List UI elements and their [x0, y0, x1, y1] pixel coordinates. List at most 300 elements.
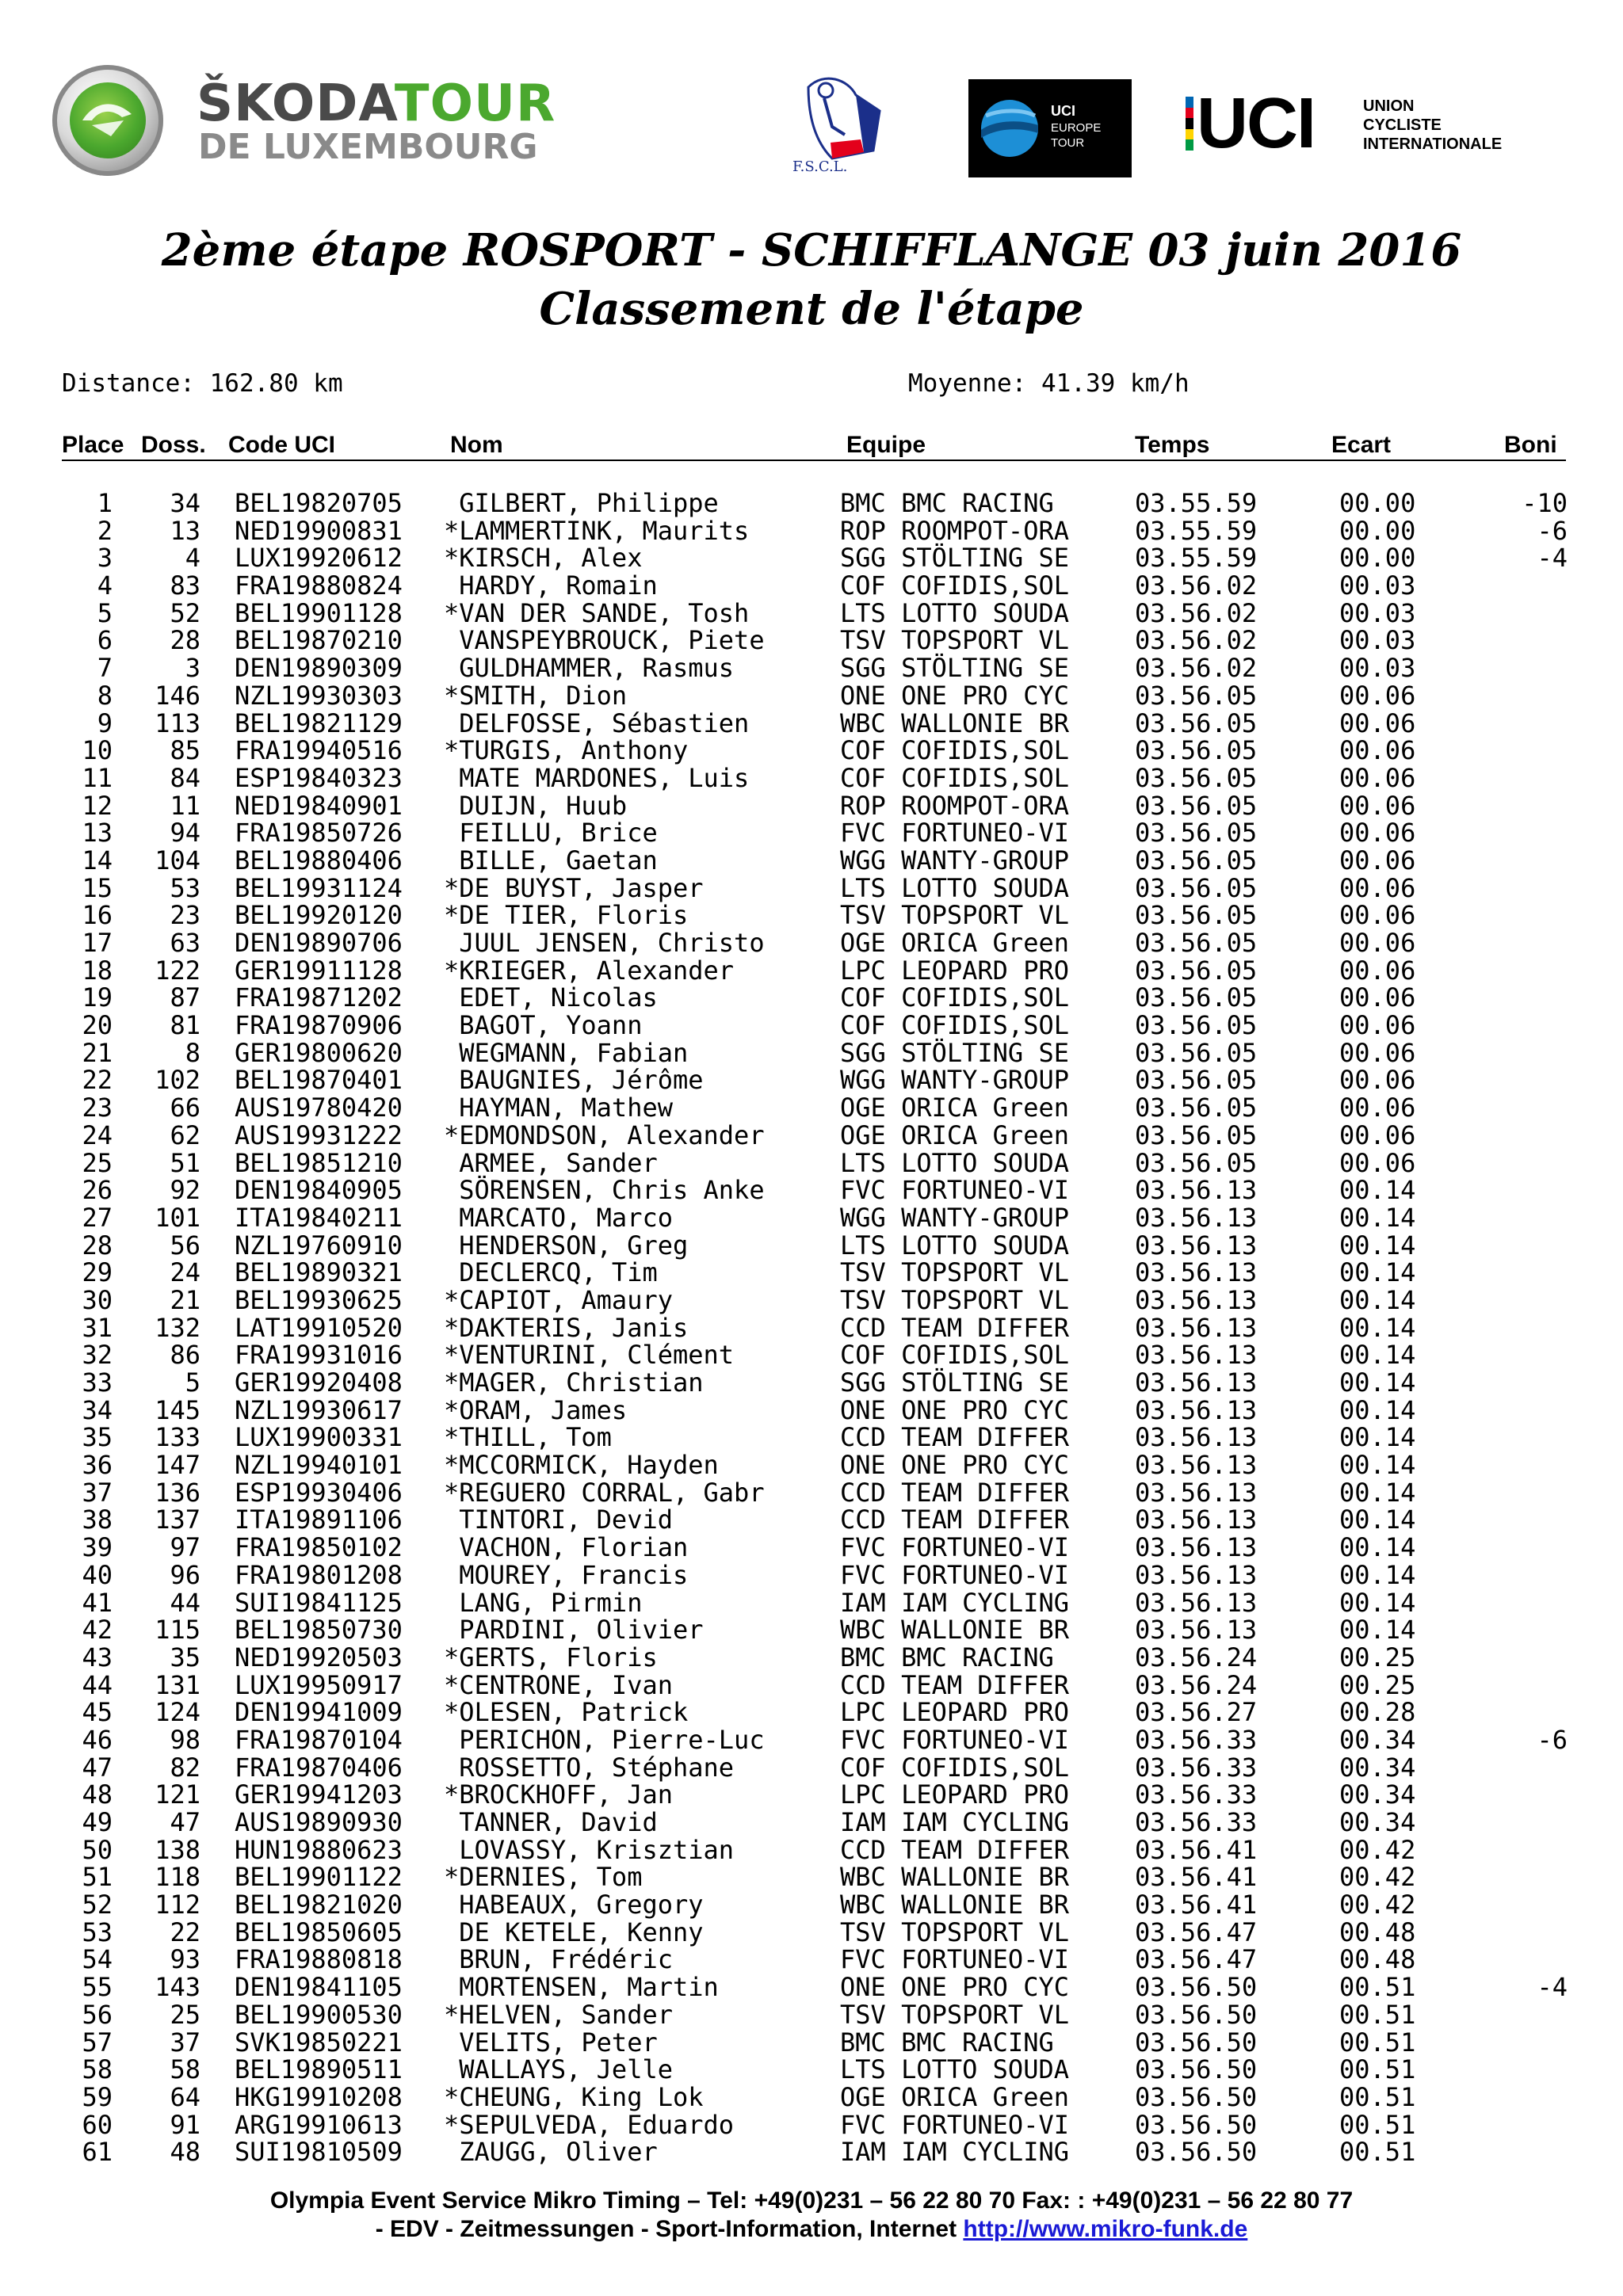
cell-time: 03.56.13: [1135, 1202, 1258, 1233]
cell-rider-name: HARDY, Romain: [444, 570, 658, 601]
cell-doss: 132: [155, 1312, 200, 1343]
cell-doss: 143: [155, 1972, 200, 2003]
table-row: [0, 984, 1623, 1012]
cell-team: OGE ORICA Green: [840, 928, 1069, 958]
cell-rider-name: SÖRENSEN, Chris Anke: [444, 1175, 765, 1206]
cell-place: 11: [82, 762, 113, 793]
cell-time: 03.56.13: [1135, 1175, 1258, 1206]
uci-europe-text-europe: [1051, 120, 1101, 151]
cell-team: COF COFIDIS,SOL: [840, 982, 1069, 1013]
cell-doss: 21: [170, 1284, 200, 1315]
cell-team: WBC WALLONIE BR: [840, 707, 1069, 738]
table-row: [0, 2111, 1623, 2139]
table-row: [0, 1232, 1623, 1260]
cell-uci-code: BEL19870401: [235, 1065, 403, 1096]
cell-time: 03.56.33: [1135, 1807, 1258, 1837]
cell-uci-code: NZL19930303: [235, 680, 403, 711]
table-row: [0, 1259, 1623, 1287]
table-row: [0, 544, 1623, 572]
cell-uci-code: SUI19810509: [235, 2137, 403, 2168]
cell-place: 35: [82, 1422, 113, 1453]
cell-place: 52: [82, 1890, 113, 1920]
cell-uci-code: AUS19890930: [235, 1807, 403, 1837]
cell-gap: 00.51: [1339, 1999, 1416, 2030]
cell-uci-code: GER19920408: [235, 1367, 403, 1398]
cell-doss: 97: [170, 1532, 200, 1563]
cell-place: 59: [82, 2081, 113, 2112]
cell-rider-name: *EDMONDSON, Alexander: [444, 1119, 765, 1150]
cell-team: FVC FORTUNEO-VI: [840, 818, 1069, 849]
cell-time: 03.56.13: [1135, 1394, 1258, 1425]
cell-uci-code: HUN19880623: [235, 1834, 403, 1865]
cell-doss: 47: [170, 1807, 200, 1837]
cell-uci-code: FRA19880824: [235, 570, 403, 601]
cell-place: 36: [82, 1450, 113, 1481]
cell-rider-name: *TURGIS, Anthony: [444, 735, 689, 766]
cell-team: CCD TEAM DIFFER: [840, 1312, 1069, 1343]
table-row: [0, 737, 1623, 765]
table-row: [0, 1066, 1623, 1094]
cell-place: 15: [82, 872, 113, 903]
cell-time: 03.56.41: [1135, 1890, 1258, 1920]
footer-website-link[interactable]: http://www.mikro-funk.de: [963, 2216, 1248, 2242]
cell-uci-code: BEL19850605: [235, 1917, 403, 1947]
cell-uci-code: FRA19870906: [235, 1010, 403, 1041]
cell-doss: 138: [155, 1834, 200, 1865]
table-row: [0, 792, 1623, 820]
col-header-code: Code UCI: [228, 432, 335, 458]
cell-gap: 00.51: [1339, 2109, 1416, 2140]
cell-uci-code: BEL19821129: [235, 707, 403, 738]
cell-doss: 85: [170, 735, 200, 766]
table-row: [0, 872, 1623, 903]
cell-place: 18: [82, 955, 113, 986]
cell-gap: 00.42: [1339, 1862, 1416, 1893]
cell-place: 6: [97, 625, 113, 656]
cell-rider-name: *DERNIES, Tom: [444, 1862, 643, 1893]
cell-time: 03.56.13: [1135, 1284, 1258, 1315]
cell-team: BMC BMC RACING: [840, 2027, 1054, 2058]
table-row: [0, 1369, 1623, 1397]
cell-place: 3: [97, 543, 113, 574]
cell-gap: 00.14: [1339, 1230, 1416, 1261]
col-header-gap: Ecart: [1331, 432, 1392, 458]
cell-doss: 25: [170, 1999, 200, 2030]
cell-uci-code: HKG19910208: [235, 2081, 403, 2112]
cell-team: IAM IAM CYCLING: [840, 2137, 1069, 2168]
cell-uci-code: DEN19890706: [235, 928, 403, 958]
cell-gap: 00.14: [1339, 1615, 1416, 1646]
cell-rider-name: MARCATO, Marco: [444, 1202, 673, 1233]
cell-team: WGG WANTY-GROUP: [840, 1065, 1069, 1096]
cell-time: 03.56.47: [1135, 1944, 1258, 1975]
uci-europe-tour: TOUR: [1051, 136, 1085, 150]
cell-doss: 96: [170, 1559, 200, 1590]
cell-team: CCD TEAM DIFFER: [840, 1422, 1069, 1453]
cell-rider-name: MORTENSEN, Martin: [444, 1972, 719, 2003]
cell-time: 03.56.33: [1135, 1752, 1258, 1783]
cell-place: 17: [82, 928, 113, 958]
cell-time: 03.56.24: [1135, 1669, 1258, 1700]
cell-place: 7: [97, 653, 113, 684]
table-row: [0, 682, 1623, 710]
table-row: [0, 1506, 1623, 1534]
cell-rider-name: DE KETELE, Kenny: [444, 1917, 704, 1947]
cell-place: 40: [82, 1559, 113, 1590]
cell-time: 03.56.50: [1135, 1972, 1258, 2003]
cell-doss: 112: [155, 1890, 200, 1920]
cell-doss: 35: [170, 1642, 200, 1672]
table-row: [0, 654, 1623, 682]
cell-rider-name: *THILL, Tom: [444, 1422, 612, 1453]
cell-gap: 00.06: [1339, 818, 1416, 849]
cell-team: SGG STÖLTING SE: [840, 543, 1069, 574]
cell-time: 03.56.50: [1135, 2137, 1258, 2168]
col-header-boni: Boni: [1504, 432, 1557, 458]
cell-place: 60: [82, 2109, 113, 2140]
cell-time: 03.56.13: [1135, 1312, 1258, 1343]
cell-gap: 00.06: [1339, 928, 1416, 958]
cell-time: 03.56.05: [1135, 707, 1258, 738]
cell-time: 03.56.41: [1135, 1834, 1258, 1865]
cell-place: 48: [82, 1779, 113, 1810]
cell-place: 32: [82, 1340, 113, 1371]
cell-time: 03.56.47: [1135, 1917, 1258, 1947]
cell-time: 03.56.05: [1135, 982, 1258, 1013]
cell-gap: 00.48: [1339, 1944, 1416, 1975]
cell-gap: 00.06: [1339, 707, 1416, 738]
cell-doss: 124: [155, 1697, 200, 1728]
cell-team: LTS LOTTO SOUDA: [840, 872, 1069, 903]
cell-rider-name: TINTORI, Devid: [444, 1505, 673, 1535]
cell-gap: 00.14: [1339, 1312, 1416, 1343]
cell-doss: 34: [170, 488, 200, 518]
cell-gap: 00.14: [1339, 1477, 1416, 1508]
header-logos: [0, 0, 1623, 198]
cell-doss: 63: [170, 928, 200, 958]
cell-rider-name: GULDHAMMER, Rasmus: [444, 653, 735, 684]
cell-team: ONE ONE PRO CYC: [840, 1972, 1069, 2003]
cell-rider-name: DECLERCQ, Tim: [444, 1257, 658, 1288]
footer-line-1: Olympia Event Service Mikro Timing – Tel: +49(0)231 – 56 22 80 70 Fax: : +49(0)231 – 56 22 80 77: [269, 2187, 1354, 2214]
uci-rainbow-bars-icon: [1186, 97, 1193, 151]
cell-gap: 00.06: [1339, 1065, 1416, 1096]
cell-time: 03.56.13: [1135, 1422, 1258, 1453]
cell-team: LTS LOTTO SOUDA: [840, 597, 1069, 628]
cell-time: 03.56.05: [1135, 1147, 1258, 1178]
cell-uci-code: NZL19760910: [235, 1230, 403, 1261]
cell-uci-code: BEL19901128: [235, 597, 403, 628]
table-row: [0, 2138, 1623, 2166]
cell-place: 8: [97, 680, 113, 711]
cell-place: 2: [97, 515, 113, 546]
cell-doss: 118: [155, 1862, 200, 1893]
cell-time: 03.56.50: [1135, 2109, 1258, 2140]
cell-gap: 00.03: [1339, 653, 1416, 684]
cell-uci-code: NED19900831: [235, 515, 403, 546]
cell-team: WBC WALLONIE BR: [840, 1862, 1069, 1893]
table-row: [0, 1809, 1623, 1836]
table-row: [0, 1451, 1623, 1479]
cell-uci-code: BEL19821020: [235, 1890, 403, 1920]
cell-rider-name: VANSPEYBROUCK, Piete: [444, 625, 765, 656]
cell-doss: 98: [170, 1724, 200, 1755]
cell-gap: 00.06: [1339, 680, 1416, 711]
cell-doss: 48: [170, 2137, 200, 2168]
cell-place: 38: [82, 1505, 113, 1535]
cell-doss: 86: [170, 1340, 200, 1371]
cell-place: 9: [97, 707, 113, 738]
cell-time: 03.56.13: [1135, 1559, 1258, 1590]
cell-bonus: -6: [1537, 515, 1568, 546]
cell-gap: 00.14: [1339, 1367, 1416, 1398]
cell-place: 53: [82, 1917, 113, 1947]
cell-doss: 28: [170, 625, 200, 656]
cell-place: 23: [82, 1093, 113, 1123]
cell-team: CCD TEAM DIFFER: [840, 1834, 1069, 1865]
cell-time: 03.56.05: [1135, 1037, 1258, 1068]
cell-team: ROP ROOMPOT-ORA: [840, 790, 1069, 821]
table-row: [0, 1891, 1623, 1919]
cell-team: FVC FORTUNEO-VI: [840, 1559, 1069, 1590]
cell-gap: 00.48: [1339, 1917, 1416, 1947]
classification-title: Classement de l'étape: [539, 283, 1084, 335]
cell-doss: 133: [155, 1422, 200, 1453]
cell-gap: 00.06: [1339, 955, 1416, 986]
cell-bonus: -4: [1537, 543, 1568, 574]
cell-rider-name: ZAUGG, Oliver: [444, 2137, 658, 2168]
cell-rider-name: PERICHON, Pierre-Luc: [444, 1724, 765, 1755]
cell-rider-name: *ORAM, James: [444, 1394, 628, 1425]
cell-uci-code: NED19920503: [235, 1642, 403, 1672]
cell-rider-name: ROSSETTO, Stéphane: [444, 1752, 735, 1783]
cell-time: 03.56.13: [1135, 1477, 1258, 1508]
cell-team: BMC BMC RACING: [840, 1642, 1054, 1672]
cell-gap: 00.06: [1339, 1119, 1416, 1150]
table-row: [0, 957, 1623, 985]
footer-line-2: [0, 2215, 1623, 2244]
header-divider: [62, 460, 1566, 461]
cell-time: 03.55.59: [1135, 543, 1258, 574]
cell-gap: 00.51: [1339, 2027, 1416, 2058]
table-row: [0, 1863, 1623, 1891]
table-row: [0, 1974, 1623, 2001]
cell-place: 45: [82, 1697, 113, 1728]
cell-time: 03.56.05: [1135, 762, 1258, 793]
cell-team: LTS LOTTO SOUDA: [840, 2054, 1069, 2085]
cell-team: FVC FORTUNEO-VI: [840, 1532, 1069, 1563]
table-row: [0, 2056, 1623, 2084]
cell-uci-code: SUI19841125: [235, 1587, 403, 1618]
cell-rider-name: VELITS, Peter: [444, 2027, 658, 2058]
cell-gap: 00.06: [1339, 735, 1416, 766]
table-row: [0, 1314, 1623, 1342]
table-row: [0, 1534, 1623, 1562]
col-header-team: Equipe: [846, 432, 926, 458]
table-row: [0, 819, 1623, 847]
cell-rider-name: LOVASSY, Krisztian: [444, 1834, 735, 1865]
table-row: [0, 2001, 1623, 2029]
cell-rider-name: HAYMAN, Mathew: [444, 1093, 673, 1123]
cell-gap: 00.06: [1339, 845, 1416, 875]
cell-place: 54: [82, 1944, 113, 1975]
cell-rider-name: LANG, Pirmin: [444, 1587, 643, 1618]
cell-rider-name: GILBERT, Philippe: [444, 488, 719, 518]
cell-gap: 00.14: [1339, 1175, 1416, 1206]
table-row: [0, 597, 1623, 628]
uci-full-name: [1363, 97, 1502, 154]
cell-gap: 00.42: [1339, 1890, 1416, 1920]
cell-doss: 51: [170, 1147, 200, 1178]
cell-team: COF COFIDIS,SOL: [840, 735, 1069, 766]
cell-doss: 91: [170, 2109, 200, 2140]
cell-gap: 00.03: [1339, 625, 1416, 656]
cell-uci-code: BEL19820705: [235, 488, 403, 518]
cell-gap: 00.00: [1339, 543, 1416, 574]
cell-gap: 00.06: [1339, 762, 1416, 793]
cell-place: 46: [82, 1724, 113, 1755]
cell-place: 1: [97, 488, 113, 518]
cell-doss: 62: [170, 1119, 200, 1150]
table-row: [0, 2081, 1623, 2112]
cell-time: 03.56.05: [1135, 1119, 1258, 1150]
cell-doss: 3: [185, 653, 200, 684]
table-row: [0, 1094, 1623, 1122]
cell-uci-code: BEL19900530: [235, 1999, 403, 2030]
cell-gap: 00.06: [1339, 872, 1416, 903]
cell-gap: 00.51: [1339, 2137, 1416, 2168]
cell-time: 03.56.05: [1135, 1010, 1258, 1041]
table-row: [0, 1039, 1623, 1067]
cell-doss: 58: [170, 2054, 200, 2085]
cell-place: 58: [82, 2054, 113, 2085]
table-row: [0, 1147, 1623, 1178]
cell-team: TSV TOPSPORT VL: [840, 1257, 1069, 1288]
cell-doss: 4: [185, 543, 200, 574]
cell-gap: 00.06: [1339, 900, 1416, 931]
cell-uci-code: ITA19840211: [235, 1202, 403, 1233]
table-row: [0, 1616, 1623, 1644]
cell-rider-name: *DAKTERIS, Janis: [444, 1312, 689, 1343]
cell-time: 03.56.02: [1135, 570, 1258, 601]
cell-rider-name: EDET, Nicolas: [444, 982, 658, 1013]
cell-place: 51: [82, 1862, 113, 1893]
cell-rider-name: HENDERSON, Greg: [444, 1230, 689, 1261]
cell-rider-name: *CAPIOT, Amaury: [444, 1284, 673, 1315]
cell-time: 03.56.02: [1135, 625, 1258, 656]
cell-place: 14: [82, 845, 113, 875]
cell-doss: 146: [155, 680, 200, 711]
table-row: [0, 1919, 1623, 1947]
cell-time: 03.56.02: [1135, 653, 1258, 684]
table-row: [0, 1669, 1623, 1700]
cell-gap: 00.51: [1339, 2054, 1416, 2085]
table-row: [0, 1479, 1623, 1507]
cell-rider-name: *KIRSCH, Alex: [444, 543, 643, 574]
cell-team: OGE ORICA Green: [840, 2081, 1069, 2112]
table-row: [0, 1012, 1623, 1039]
cell-team: WGG WANTY-GROUP: [840, 1202, 1069, 1233]
cell-gap: 00.14: [1339, 1587, 1416, 1618]
cell-time: 03.56.13: [1135, 1367, 1258, 1398]
cell-place: 4: [97, 570, 113, 601]
brand-skoda-text: ŠKODA: [197, 74, 395, 133]
cell-time: 03.56.05: [1135, 872, 1258, 903]
cell-team: FVC FORTUNEO-VI: [840, 1724, 1069, 1755]
cell-doss: 147: [155, 1450, 200, 1481]
cell-uci-code: FRA19870104: [235, 1724, 403, 1755]
cell-rider-name: *MCCORMICK, Hayden: [444, 1450, 719, 1481]
cell-rider-name: MATE MARDONES, Luis: [444, 762, 750, 793]
cell-doss: 92: [170, 1175, 200, 1206]
cell-rider-name: *KRIEGER, Alexander: [444, 955, 735, 986]
table-row: [0, 517, 1623, 545]
cell-rider-name: *OLESEN, Patrick: [444, 1697, 689, 1728]
col-header-time: Temps: [1135, 432, 1210, 458]
cell-gap: 00.14: [1339, 1450, 1416, 1481]
cell-doss: 37: [170, 2027, 200, 2058]
cell-team: COF COFIDIS,SOL: [840, 1752, 1069, 1783]
cell-gap: 00.03: [1339, 597, 1416, 628]
col-header-doss: Doss.: [141, 432, 206, 458]
cell-place: 5: [97, 597, 113, 628]
cell-uci-code: DEN19841105: [235, 1972, 403, 2003]
cell-doss: 136: [155, 1477, 200, 1508]
cell-team: SGG STÖLTING SE: [840, 1037, 1069, 1068]
cell-team: FVC FORTUNEO-VI: [840, 1944, 1069, 1975]
cell-uci-code: GER19911128: [235, 955, 403, 986]
cell-doss: 23: [170, 900, 200, 931]
table-row: [0, 1204, 1623, 1232]
cell-team: LPC LEOPARD PRO: [840, 1697, 1069, 1728]
cell-rider-name: *REGUERO CORRAL, Gabr: [444, 1477, 765, 1508]
cell-gap: 00.06: [1339, 982, 1416, 1013]
cell-place: 37: [82, 1477, 113, 1508]
cell-place: 19: [82, 982, 113, 1013]
cell-uci-code: ARG19910613: [235, 2109, 403, 2140]
results-table: [0, 490, 1623, 2166]
uci-sub-3: INTERNATIONALE: [1363, 135, 1503, 153]
cell-time: 03.56.02: [1135, 597, 1258, 628]
cell-team: WGG WANTY-GROUP: [840, 845, 1069, 875]
table-row: [0, 1559, 1623, 1590]
cell-uci-code: BEL19890511: [235, 2054, 403, 2085]
cell-team: WBC WALLONIE BR: [840, 1890, 1069, 1920]
cell-place: 29: [82, 1257, 113, 1288]
table-row: [0, 1177, 1623, 1204]
cell-time: 03.56.50: [1135, 2027, 1258, 2058]
cell-rider-name: *BROCKHOFF, Jan: [444, 1779, 673, 1810]
cell-rider-name: WALLAYS, Jelle: [444, 2054, 673, 2085]
cell-doss: 44: [170, 1587, 200, 1618]
footer-line-2-text: - EDV - Zeitmessungen - Sport-Information, Internet: [375, 2216, 964, 2242]
cell-doss: 8: [185, 1037, 200, 1068]
cell-uci-code: ITA19891106: [235, 1505, 403, 1535]
cell-team: LTS LOTTO SOUDA: [840, 1230, 1069, 1261]
cell-time: 03.56.13: [1135, 1615, 1258, 1646]
cell-doss: 131: [155, 1669, 200, 1700]
cell-team: WBC WALLONIE BR: [840, 1615, 1069, 1646]
cell-gap: 00.14: [1339, 1284, 1416, 1315]
cell-team: BMC BMC RACING: [840, 488, 1054, 518]
cell-doss: 94: [170, 818, 200, 849]
cell-uci-code: FRA19931016: [235, 1340, 403, 1371]
cell-uci-code: GER19800620: [235, 1037, 403, 1068]
table-row: [0, 902, 1623, 929]
cell-team: ONE ONE PRO CYC: [840, 1394, 1069, 1425]
cell-place: 57: [82, 2027, 113, 2058]
brand-tour-text: TOUR: [394, 74, 556, 133]
